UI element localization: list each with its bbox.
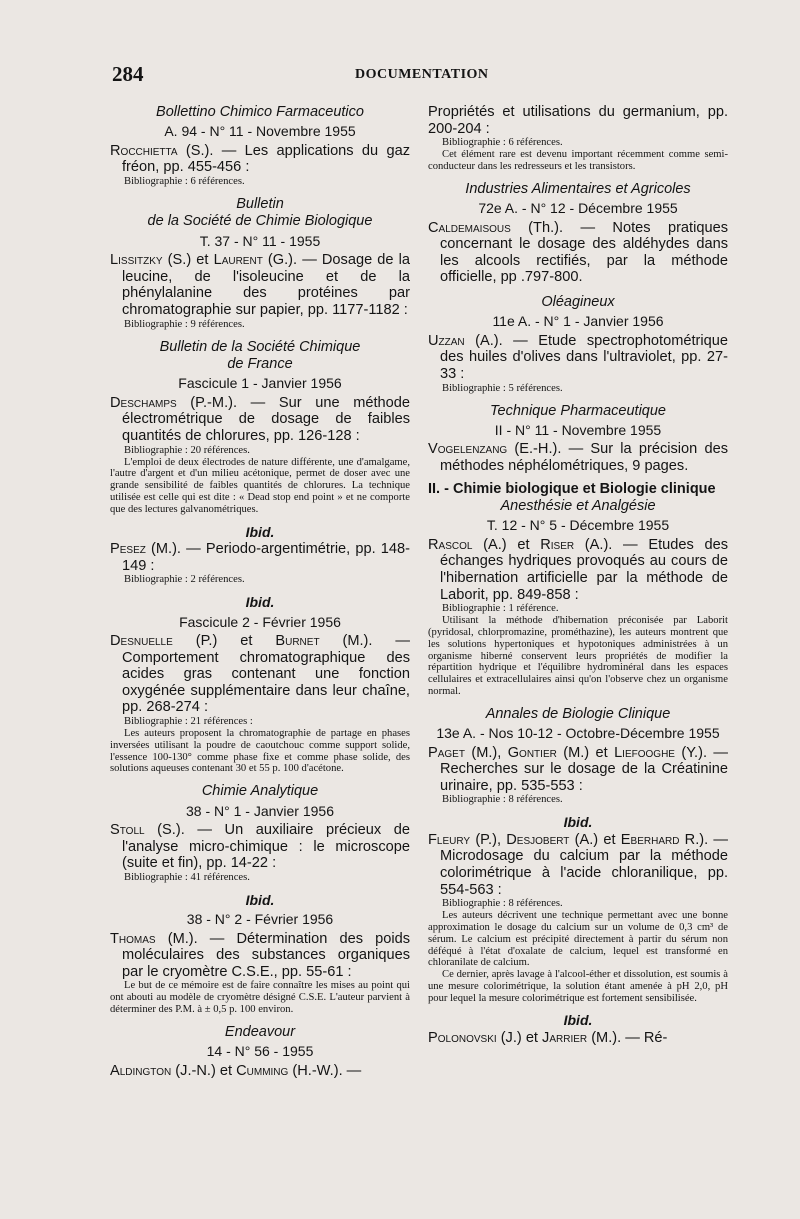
bibliographic-entry xyxy=(428,104,728,137)
entry-text: (P.), xyxy=(470,831,507,848)
issue-line: 72e A. - N° 12 - Décembre 1955 xyxy=(478,200,678,217)
bibliographic-entry xyxy=(110,633,410,716)
bibliographic-entry xyxy=(110,822,410,872)
bibliography-note: Bibliographie : 8 références. xyxy=(442,794,563,806)
issue-line: 38 - N° 1 - Janvier 1956 xyxy=(185,802,334,819)
author-name: Uzzan xyxy=(428,332,465,349)
bibliography-note: Bibliographie : 6 références. xyxy=(124,176,245,187)
bibliography-note: Bibliographie : 9 références. xyxy=(124,318,245,330)
entry-text: (A.) et xyxy=(472,536,541,553)
section-heading: II. - Chimie biologique et Biologie clinique xyxy=(428,480,716,497)
author-name: Gontier xyxy=(507,744,557,761)
entry-text: (M.), xyxy=(464,744,508,761)
entry-text: (M.). — Comportement chromatographique des acides gras contenant une fonction oxygénée supplémentaire dans leur chaîne, pp. 268-274 : xyxy=(122,632,410,716)
journal-title: Bulletin de la Société Chimique xyxy=(159,338,361,355)
bibliography-note: Bibliographie : 8 références. xyxy=(442,898,563,910)
bibliography-note: Bibliographie : 6 références. xyxy=(442,137,563,149)
bibliography-note: Bibliographie : 1 référence. xyxy=(442,603,559,615)
author-name: Liefooghe xyxy=(614,744,675,761)
bibliographic-entry xyxy=(428,832,728,898)
left-column xyxy=(110,104,410,1079)
journal-title: de la Société de Chimie Biologique xyxy=(147,213,373,230)
issue-line: 38 - N° 2 - Février 1956 xyxy=(186,911,334,928)
entry-text: (H.-W.). — xyxy=(288,1062,362,1079)
author-name: Eberhard xyxy=(620,831,680,848)
author-name: Desnuelle xyxy=(110,632,173,649)
bibliographic-entry xyxy=(110,1063,410,1080)
author-name: Rascol xyxy=(428,536,473,553)
entry-text: (J.) et xyxy=(496,1029,543,1046)
author-name: Laurent xyxy=(213,252,263,269)
bibliographic-entry xyxy=(428,1030,728,1047)
bibliographic-entry xyxy=(110,395,410,445)
bibliography-note: Bibliographie : 20 références. xyxy=(124,444,250,456)
ibid-heading: Ibid. xyxy=(563,1012,593,1029)
entry-text: (A.). — Etudes des échanges hydriques provoqués au cours de l'hibernation artificielle par la méthode de Laborit, pp. 849-858 : xyxy=(440,536,729,603)
issue-line: 13e A. - Nos 10-12 - Octobre-Décembre 1955 xyxy=(436,725,720,742)
author-name: Stoll xyxy=(110,821,145,838)
author-name: Vogelenzang xyxy=(428,441,508,458)
bibliographic-entry xyxy=(428,537,728,603)
abstract: Les auteurs décrivent une technique permettant avec une bonne approximation le dosage du calcium sur un volume de 0,3 cm³ de sérum. Le calcium est précipité directement à partir du sérum non déféqué à l'état d'oxalate de calcium, lequel est transformé en chloranilate de calcium. xyxy=(428,910,728,969)
entry-text: (P.) et xyxy=(172,632,276,649)
entry-text: (M.). — Détermination des poids moléculaires des substances organiques par le cryomètre C.S.E., pp. 55-61 : xyxy=(122,930,410,980)
bibliographic-entry xyxy=(428,745,728,795)
journal-title: Technique Pharmaceutique xyxy=(489,402,666,419)
entry-text: (G.). — Dosage de la leucine, de l'isoleucine et de la phénylalanine des protéines par chromatographie sur papier, pp. 1177-1182 : xyxy=(122,252,410,318)
journal-title: Bollettino Chimico Farmaceutico xyxy=(156,104,364,120)
issue-line: Fascicule 1 - Janvier 1956 xyxy=(178,375,342,392)
entry-text: (S.). — Un auxiliaire précieux de l'analyse micro-chimique : le microscope (suite et fin), pp. 14-22 : xyxy=(122,821,410,872)
author-name: Caldemaisous xyxy=(428,219,511,236)
entry-text: (M.) et xyxy=(556,744,615,761)
entry-text: (J.-N.) et xyxy=(171,1062,237,1079)
issue-line: A. 94 - N° 11 - Novembre 1955 xyxy=(164,123,356,140)
author-name: Aldington xyxy=(110,1062,172,1079)
issue-line: T. 37 - N° 11 - 1955 xyxy=(199,232,321,249)
page-number: 284 xyxy=(112,62,144,86)
abstract: Le but de ce mémoire est de faire connaître les mises au point qui ont abouti au modèle de cryomètre désigné C.S.E. L'auteur parvient à déterminer des P.M. à ± 0,5 p. 100 environ. xyxy=(110,980,410,1015)
entry-text: (S.) et xyxy=(162,252,214,269)
entry-text: (E.-H.). — Sur la précision des méthodes néphélométriques, 9 pages. xyxy=(440,441,728,474)
issue-line: Fascicule 2 - Février 1956 xyxy=(179,613,341,630)
entry-text: (P.-M.). — Sur une méthode électrométrique de dosage de faibles quantités de chlorures, pp. 126-128 : xyxy=(122,394,410,444)
bibliography-note: Bibliographie : 21 références : xyxy=(124,715,253,727)
author-name: Thomas xyxy=(110,930,156,947)
abstract: Les auteurs proposent la chromatographie de partage en phases inversées utilisant la poudre de caoutchouc comme support solide, l'essence 100-130° comme phase fixe et comme phase solide, des solutions aqueuses contenant 30 et 55 p. 100 d'acétone. xyxy=(110,727,410,775)
journal-title: Bulletin xyxy=(236,196,284,212)
journal-title: de France xyxy=(227,356,293,372)
abstract: L'emploi de deux électrodes de nature différente, une d'amalgame, l'autre d'argent et d'un milieu acétonique, permet de doser avec une grande sensibilité de faibles quantités de chlorures. La technique utilisée est celle qui est dite : « Dead stop end point » et ne comporte que des lectures galvanométriques. xyxy=(110,456,410,515)
journal-title: Anesthésie et Analgésie xyxy=(500,497,656,514)
issue-line: 11e A. - N° 1 - Janvier 1956 xyxy=(492,313,664,330)
author-name: Fleury xyxy=(428,831,471,848)
ibid-heading: Ibid. xyxy=(245,523,275,540)
running-title: DOCUMENTATION xyxy=(355,67,489,82)
bibliographic-entry xyxy=(110,541,410,574)
bibliographic-entry xyxy=(428,220,728,286)
author-name: Desjobert xyxy=(506,831,570,848)
entry-text: (Y.). — Recherches sur le dosage de la Créatinine urinaire, pp. 535-553 : xyxy=(440,744,728,794)
author-name: Cumming xyxy=(236,1062,289,1079)
author-name: Burnet xyxy=(275,632,320,649)
author-name: Pesez xyxy=(110,540,146,557)
author-name: Jarrier xyxy=(542,1029,588,1046)
author-name: Rocchietta xyxy=(110,142,178,159)
entry-text: (M.). — Ré- xyxy=(587,1029,668,1046)
journal-title: Annales de Biologie Clinique xyxy=(485,705,671,722)
abstract: Utilisant la méthode d'hibernation préconisée par Laborit (pyridosal, chlorpromazine, prométhazine), les auteurs montrent que les solutions hypertoniques et hypotoniques administrées à un organisme hiberné conservent leurs propriétés de modifier la répartition hydrique et l'équilibre hydrominéral dans les espaces cellulaires et extracellulaires ainsi qu'on l'observe chez un organisme normal. xyxy=(428,615,728,697)
ibid-heading: Ibid. xyxy=(245,891,275,908)
entry-text: Propriétés et utilisations du germanium, pp. 200-204 : xyxy=(428,104,728,137)
entry-text: (A.). — Etude spectrophotométrique des huiles d'olives dans l'ultraviolet, pp. 27-33 : xyxy=(440,332,728,382)
author-name: Deschamps xyxy=(110,394,177,411)
bibliographic-entry xyxy=(428,333,728,383)
journal-title: Industries Alimentaires et Agricoles xyxy=(465,180,691,197)
bibliographic-entry xyxy=(428,441,728,474)
author-name: Lissitzky xyxy=(110,252,163,269)
entry-text: (M.). — Periodo-argentimétrie, pp. 148-149 : xyxy=(122,540,410,574)
entry-text: (S.). — Les applications du gaz fréon, pp. 455-456 : xyxy=(122,142,410,176)
bibliographic-entry xyxy=(110,931,410,981)
issue-line: 14 - N° 56 - 1955 xyxy=(206,1043,314,1060)
bibliographic-entry xyxy=(110,143,410,176)
bibliographic-entry xyxy=(110,252,410,318)
author-name: Paget xyxy=(428,744,465,761)
entry-text: (A.) et xyxy=(569,831,621,848)
ibid-heading: Ibid. xyxy=(245,594,275,611)
issue-line: II - N° 11 - Novembre 1955 xyxy=(494,421,662,438)
ibid-heading: Ibid. xyxy=(563,814,593,831)
bibliography-note: Bibliographie : 5 références. xyxy=(442,382,563,394)
issue-line: T. 12 - N° 5 - Décembre 1955 xyxy=(486,517,670,534)
abstract: Cet élément rare est devenu important récemment comme semi-conducteur dans les redresseurs et les transistors. xyxy=(428,149,728,172)
author-name: Polonovski xyxy=(428,1029,497,1046)
entry-text: (Th.). — Notes pratiques concernant le dosage des aldéhydes dans les alcools rectifiés, par la méthode officielle, pp .797-800. xyxy=(440,219,728,286)
abstract: Ce dernier, après lavage à l'alcool-éther et dissolution, est soumis à une mesure colorimétrique, la solution étant amenée à pH 2,0, pH pour lequel la mesure colorimétrique est fortement sensibilisée. xyxy=(428,969,728,1004)
journal-title: Endeavour xyxy=(224,1023,296,1040)
bibliography-note: Bibliographie : 41 références. xyxy=(124,871,250,883)
bibliography-note: Bibliographie : 2 références. xyxy=(124,574,245,586)
journal-title: Chimie Analytique xyxy=(201,783,319,800)
author-name: Riser xyxy=(540,536,575,553)
entry-text: R.). — Microdosage du calcium par la méthode colorimétrique à l'acide chloranilique, pp. 554-563 : xyxy=(440,831,729,898)
journal-title: Oléagineux xyxy=(541,293,615,310)
right-column xyxy=(428,104,728,1046)
